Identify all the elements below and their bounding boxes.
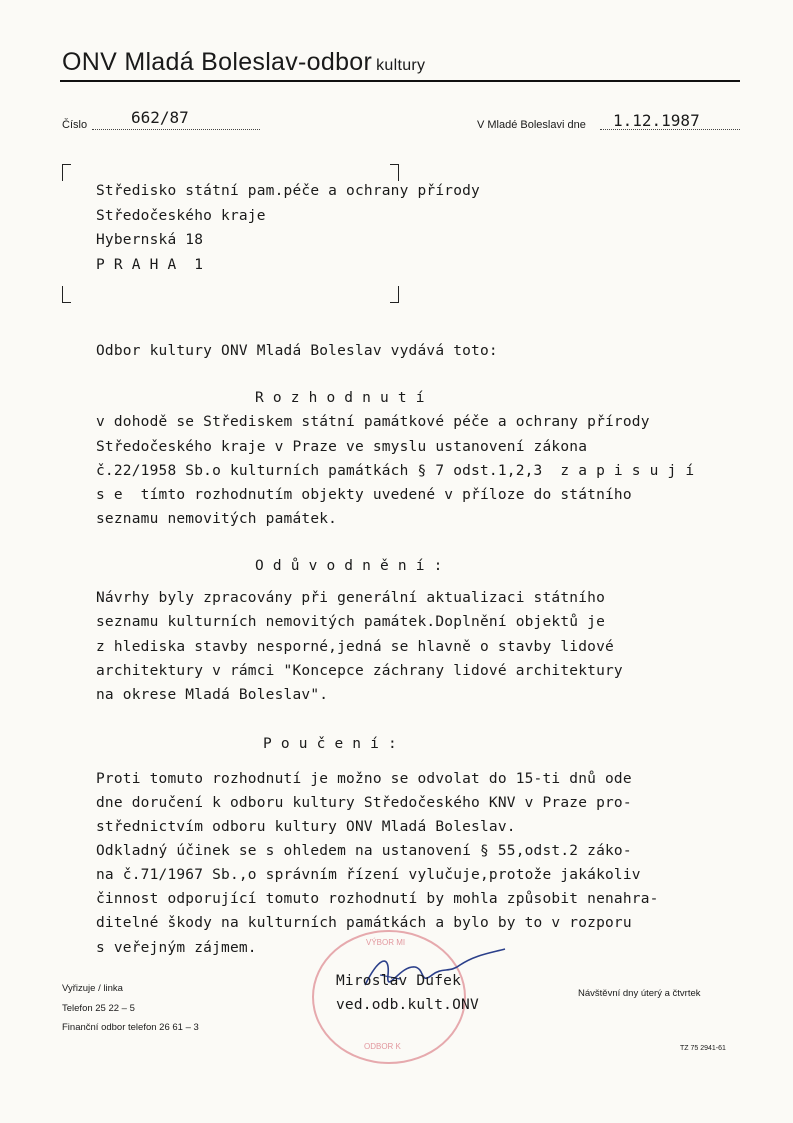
instruction-line-7: ditelné škody na kulturních památkách a bylo by to v rozporu [96,915,632,931]
reasoning-line-2: seznamu kulturních nemovitých památek.Doplnění objektů je [96,614,605,630]
decision-heading: R o z h o d n u t í [255,390,425,406]
instruction-line-1: Proti tomuto rozhodnutí je možno se odvolat do 15-ti dnů ode [96,771,632,787]
reasoning-line-4: architektury v rámci "Koncepce záchrany lidové architektury [96,663,623,679]
reasoning-line-5: na okrese Mladá Boleslav". [96,687,329,703]
footer-vyrizuje: Vyřizuje / linka [62,983,123,994]
instruction-line-5: na č.71/1967 Sb.,o správním řízení vylučuje,protože jakákoliv [96,867,641,883]
decision-line-2: Středočeského kraje v Praze ve smyslu ustanovení zákona [96,439,588,455]
address-corner-tr [390,164,399,181]
decision-line-4: s e tímto rozhodnutím objekty uvedené v příloze do státního [96,487,632,503]
reasoning-line-1: Návrhy byly zpracovány při generální aktualizaci státního [96,590,605,606]
address-corner-br [390,286,399,303]
address-line-4: P R A H A 1 [96,257,204,273]
reasoning-heading: O d ů v o d n ě n í : [255,558,443,574]
address-line-1: Středisko státní pam.péče a ochrany přírody [96,183,480,199]
footer-visiting-hours: Návštěvní dny úterý a čtvrtek [578,988,701,999]
reasoning-line-3: z hlediska stavby nesporné,jedná se hlavně o stavby lidové [96,639,614,655]
instruction-line-4: Odkladný účinek se s ohledem na ustanovení § 55,odst.2 záko- [96,843,632,859]
footer-financni: Finanční odbor telefon 26 61 – 3 [62,1022,199,1033]
intro-text: Odbor kultury ONV Mladá Boleslav vydává toto: [96,343,498,359]
stamp-top-text: VÝBOR MI [366,938,406,947]
cislo-value: 662/87 [131,108,189,127]
place-label: V Mladé Boleslavi dne [477,119,586,131]
footer-telefon: Telefon 25 22 – 5 [62,1003,135,1014]
instruction-heading: P o u č e n í : [263,736,397,752]
cislo-dotted-line [92,129,260,130]
decision-line-5: seznamu nemovitých památek. [96,511,338,527]
instruction-line-3: střednictvím odboru kultury ONV Mladá Boleslav. [96,819,516,835]
letterhead-title [62,48,425,77]
signatory-name: Miroslav Dufek [336,973,462,989]
address-corner-tl [62,164,71,181]
date-value: 1.12.1987 [613,111,700,130]
footer-form-code: TZ 75 2941-61 [680,1045,726,1052]
cislo-label: Číslo [62,119,88,131]
dept-name: kultury [376,57,426,74]
address-line-2: Středočeského kraje [96,208,266,224]
address-corner-bl [62,286,71,303]
stamp-bottom-text: ODBOR K [364,1042,401,1051]
org-name: ONV Mladá Boleslav-odbor [62,48,373,76]
signatory-title: ved.odb.kult.ONV [336,997,479,1013]
instruction-line-2: dne doručení k odboru kultury Středočeského KNV v Praze pro- [96,795,632,811]
address-line-3: Hybernská 18 [96,232,204,248]
decision-line-3: č.22/1958 Sb.o kulturních památkách § 7 odst.1,2,3 z a p i s u j í [96,463,695,479]
instruction-line-8: s veřejným zájmem. [96,940,257,956]
letterhead-rule [60,80,740,82]
instruction-line-6: činnost odporující tomuto rozhodnutí by mohla způsobit nenahra- [96,891,659,907]
decision-line-1: v dohodě se Střediskem státní památkové péče a ochrany přírody [96,414,650,430]
